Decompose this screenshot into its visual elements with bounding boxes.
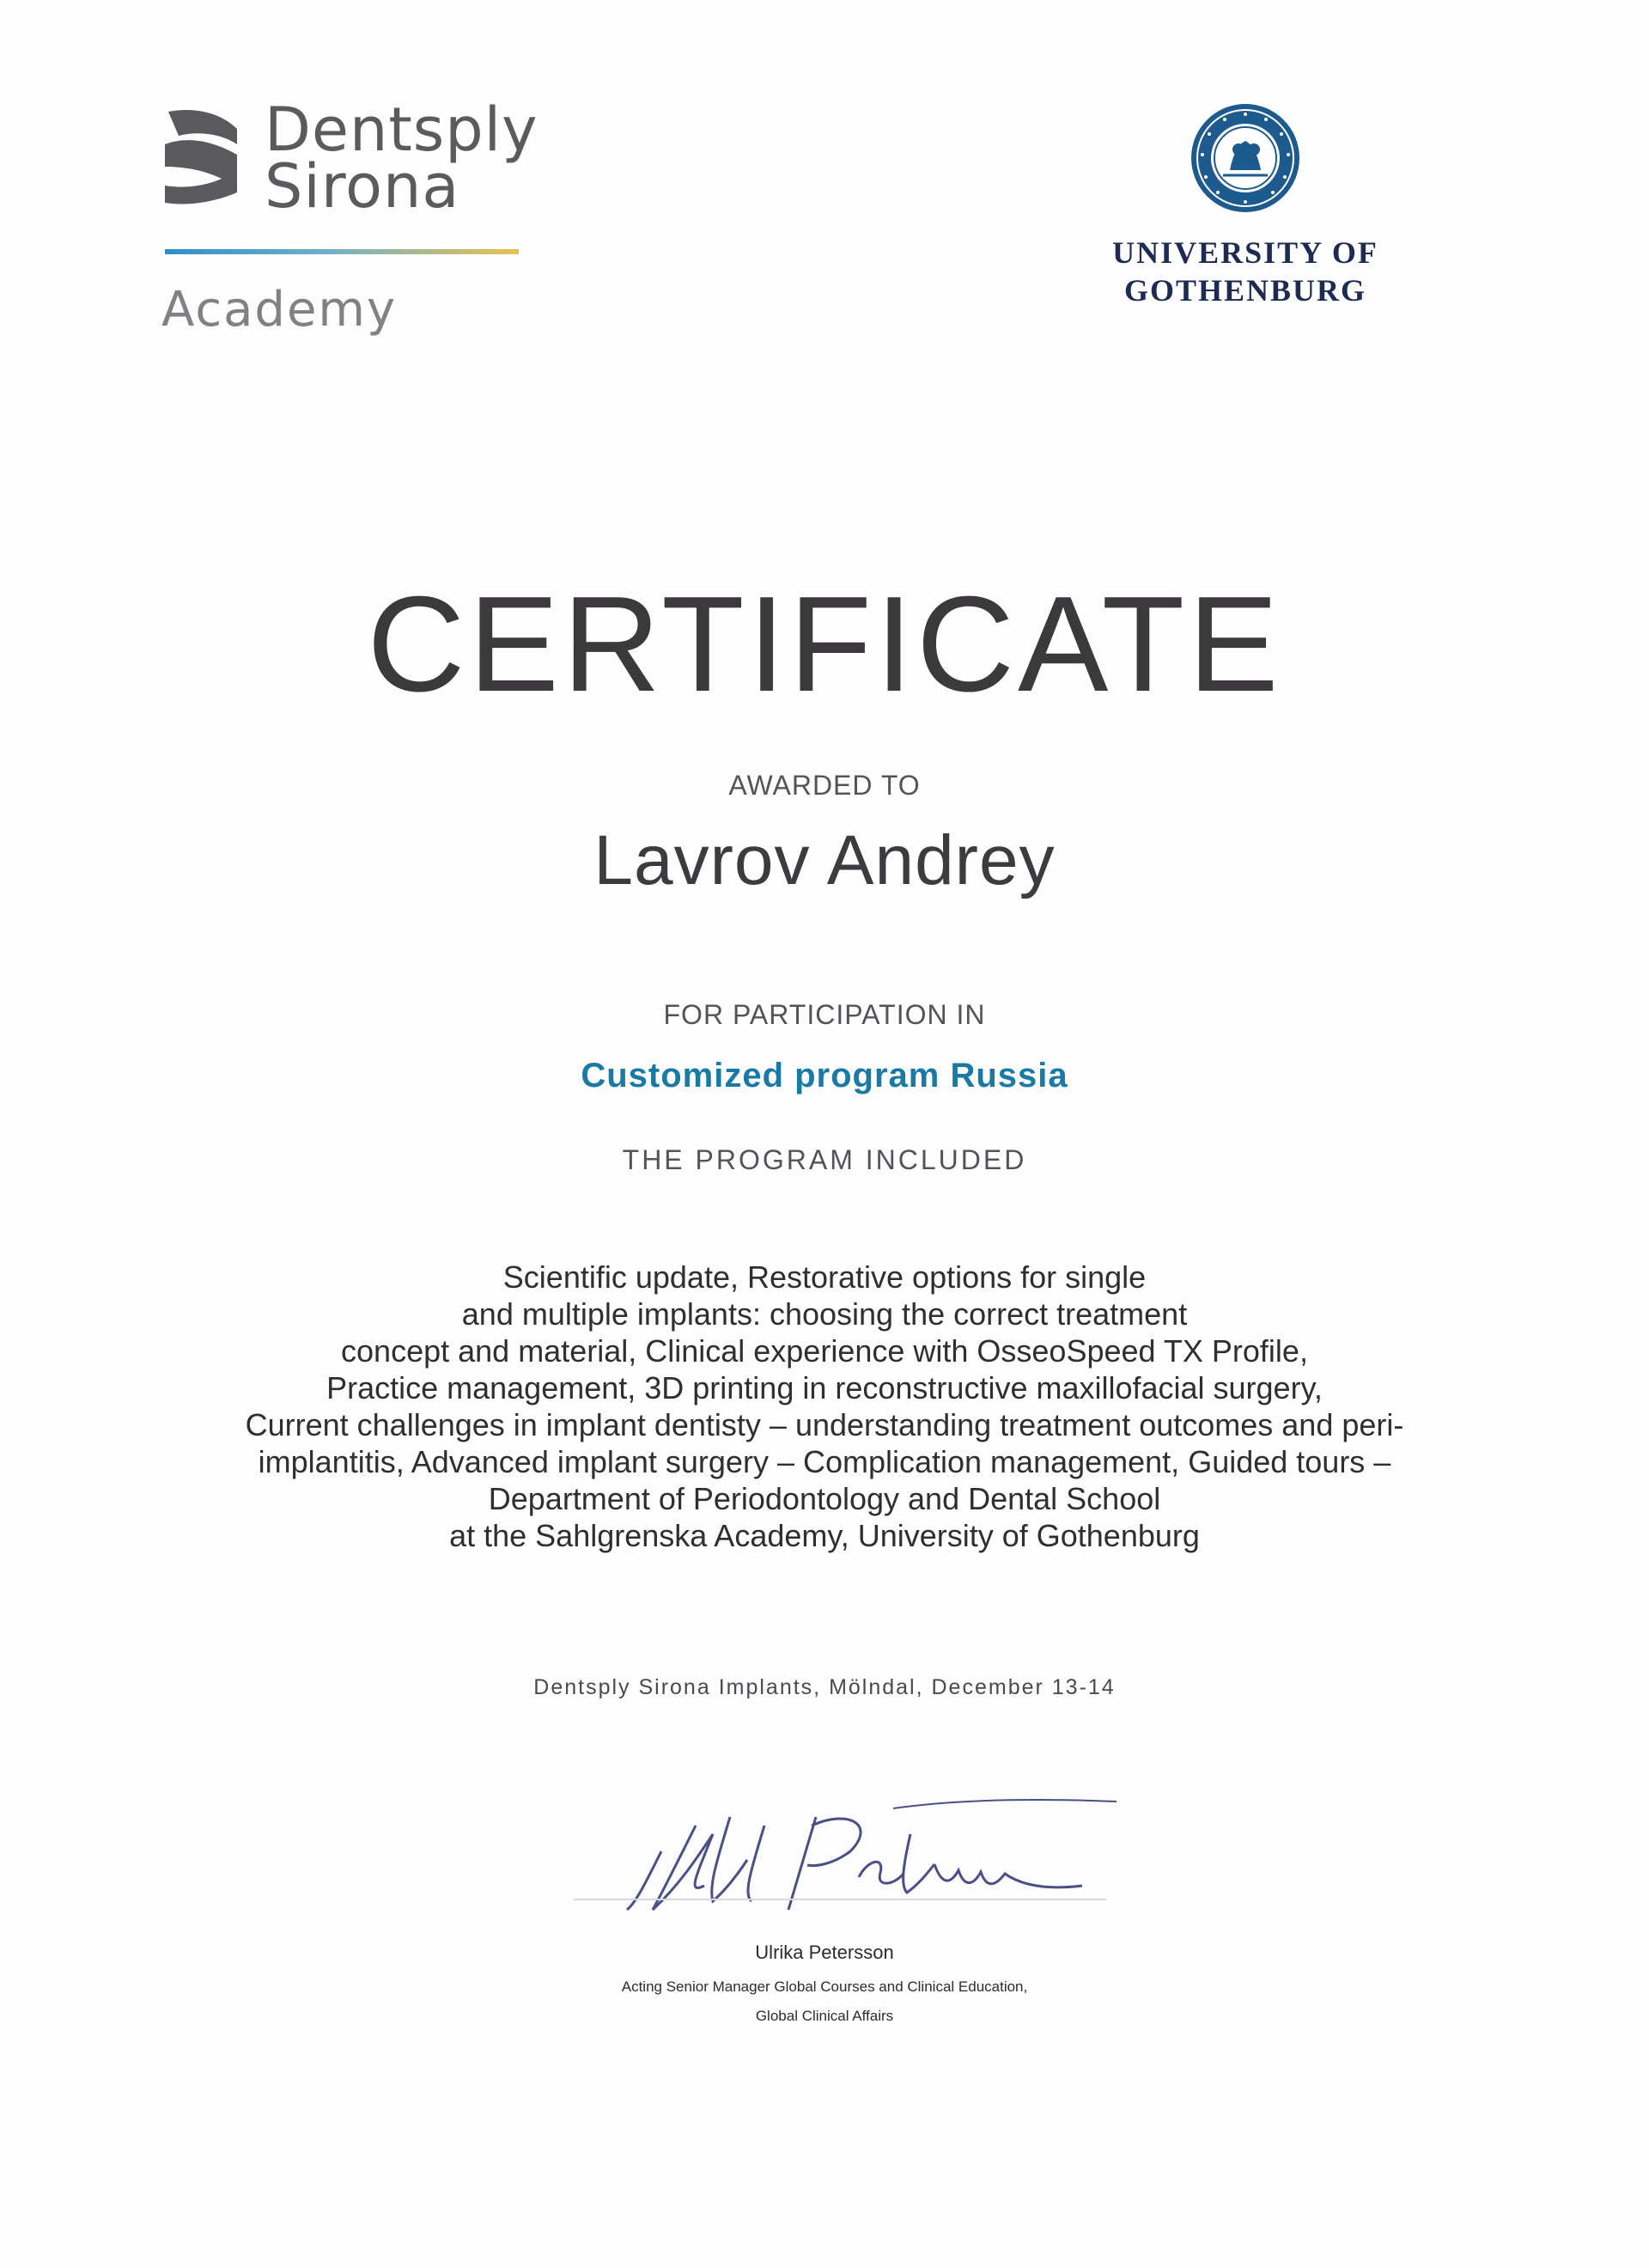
- signer-role-line1: Acting Senior Manager Global Courses and Clinical Education,: [621, 1978, 1028, 1995]
- university-seal-icon: [1189, 101, 1302, 215]
- description-line: concept and material, Clinical experience with OsseoSpeed TX Profile,: [341, 1333, 1308, 1369]
- logo-gradient-bar: [165, 249, 519, 254]
- participation-label: FOR PARTICIPATION IN: [663, 999, 986, 1030]
- university-name: [1082, 234, 1409, 309]
- dentsply-sirona-logo: [161, 94, 539, 351]
- description-line: Current challenges in implant dentisty – understanding treatment outcomes and peri-: [245, 1407, 1404, 1442]
- description-line: Practice management, 3D printing in reconstructive maxillofacial surgery,: [326, 1370, 1323, 1405]
- signer-name: Ulrika Petersson: [755, 1942, 894, 1963]
- university-logo: [1082, 101, 1409, 308]
- academy-label: Academy: [161, 282, 398, 338]
- certificate-title: CERTIFICATE: [367, 569, 1282, 720]
- description-line: Scientific update, Restorative options for single: [502, 1259, 1147, 1295]
- description-line: implantitis, Advanced implant surgery – Complication management, Guided tours –: [258, 1444, 1391, 1479]
- description-line: and multiple implants: choosing the correct treatment: [461, 1296, 1188, 1332]
- signature-line: [574, 1899, 1106, 1900]
- program-included-label: THE PROGRAM INCLUDED: [622, 1144, 1027, 1175]
- signature-image: [567, 1791, 1134, 1920]
- signer-role: [0, 1972, 1649, 2031]
- program-description: [0, 1259, 1649, 1554]
- dentsply-s-mark-icon: [161, 107, 240, 208]
- wordmark-line1: Dentsply: [265, 94, 539, 165]
- university-name-line1: UNIVERSITY OF: [1112, 235, 1378, 270]
- program-name: Customized program Russia: [581, 1057, 1068, 1094]
- place-and-date: Dentsply Sirona Implants, Mölndal, December 13-14: [533, 1675, 1116, 1699]
- signer-role-line2: Global Clinical Affairs: [755, 2008, 894, 2024]
- dentsply-sirona-wordmark: [265, 94, 539, 222]
- description-line: Department of Periodontology and Dental School: [488, 1481, 1161, 1516]
- recipient-name: Lavrov Andrey: [593, 821, 1056, 899]
- wordmark-line2: Sirona: [265, 151, 460, 222]
- description-line: at the Sahlgrenska Academy, University of Gothenburg: [449, 1518, 1200, 1553]
- university-name-line2: GOTHENBURG: [1123, 273, 1367, 308]
- awarded-to-label: AWARDED TO: [728, 770, 921, 801]
